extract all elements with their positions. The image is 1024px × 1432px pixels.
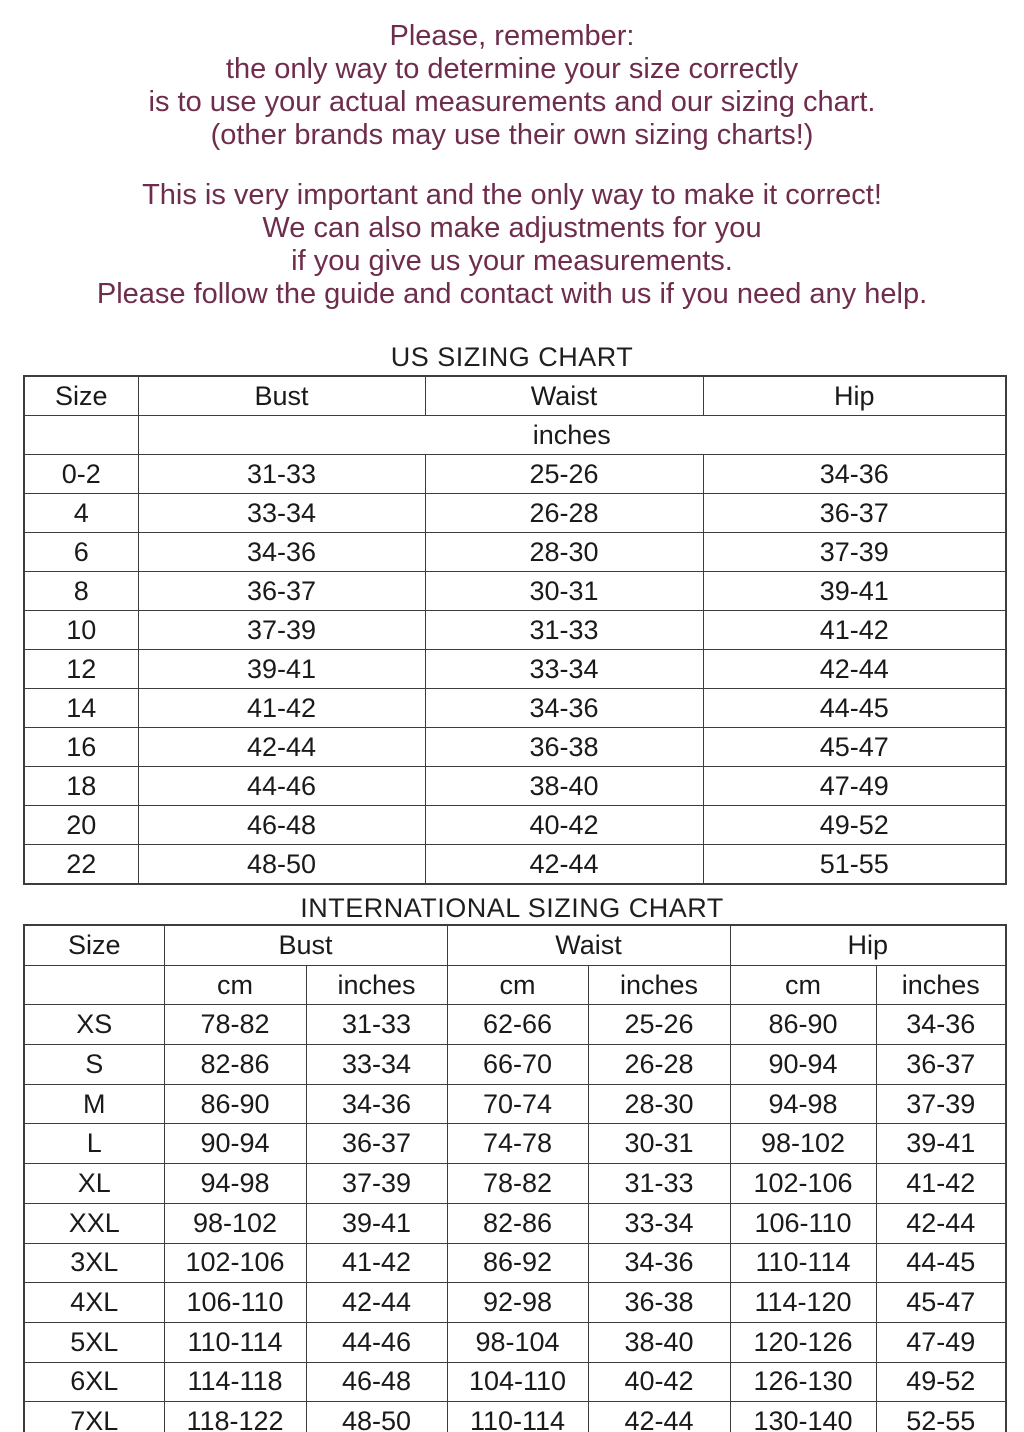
measurement-cell: 36-38	[425, 728, 703, 767]
intl-chart-title: INTERNATIONAL SIZING CHART	[300, 893, 724, 923]
intl-col-header-hip: Hip	[730, 925, 1006, 965]
table-row	[24, 1084, 1006, 1124]
measurement-cell: 86-92	[447, 1243, 588, 1283]
measurement-cell: 46-48	[138, 806, 425, 845]
intl-header-row	[24, 925, 1006, 965]
measurement-cell: 106-110	[164, 1283, 306, 1323]
intro-line-7: if you give us your measurements.	[291, 245, 733, 277]
table-row	[24, 494, 1006, 533]
size-cell: XS	[24, 1005, 164, 1045]
measurement-cell: 37-39	[876, 1084, 1006, 1124]
size-cell: 10	[24, 611, 138, 650]
table-row	[24, 845, 1006, 885]
measurement-cell: 90-94	[164, 1124, 306, 1164]
us-col-header-waist: Waist	[425, 376, 703, 416]
measurement-cell: 39-41	[876, 1124, 1006, 1164]
table-row	[24, 533, 1006, 572]
size-cell: XL	[24, 1164, 164, 1204]
size-cell: 4XL	[24, 1283, 164, 1323]
us-header-row	[24, 376, 1006, 416]
measurement-cell: 110-114	[164, 1322, 306, 1362]
measurement-cell: 70-74	[447, 1084, 588, 1124]
us-col-header-bust: Bust	[138, 376, 425, 416]
measurement-cell: 44-46	[138, 767, 425, 806]
measurement-cell: 30-31	[425, 572, 703, 611]
size-cell: L	[24, 1124, 164, 1164]
measurement-cell: 104-110	[447, 1362, 588, 1402]
measurement-cell: 33-34	[306, 1045, 447, 1085]
intl-col-header-waist: Waist	[447, 925, 730, 965]
measurement-cell: 39-41	[138, 650, 425, 689]
us-col-header-hip: Hip	[703, 376, 1006, 416]
measurement-cell: 130-140	[730, 1402, 876, 1432]
measurement-cell: 46-48	[306, 1362, 447, 1402]
measurement-cell: 48-50	[306, 1402, 447, 1432]
measurement-cell: 26-28	[588, 1045, 730, 1085]
intl-col-header-size: Size	[24, 925, 164, 965]
intro-line-6: We can also make adjustments for you	[262, 212, 762, 244]
measurement-cell: 42-44	[703, 650, 1006, 689]
measurement-cell: 25-26	[588, 1005, 730, 1045]
table-row	[24, 1164, 1006, 1204]
measurement-cell: 45-47	[876, 1283, 1006, 1323]
size-cell: XXL	[24, 1203, 164, 1243]
waist-inches-label: inches	[588, 965, 730, 1005]
measurement-cell: 92-98	[447, 1283, 588, 1323]
measurement-cell: 26-28	[425, 494, 703, 533]
size-cell: 20	[24, 806, 138, 845]
measurement-cell: 38-40	[425, 767, 703, 806]
size-cell: 12	[24, 650, 138, 689]
measurement-cell: 114-118	[164, 1362, 306, 1402]
intro-line-1: Please, remember:	[389, 20, 635, 52]
measurement-cell: 40-42	[425, 806, 703, 845]
measurement-cell: 82-86	[447, 1203, 588, 1243]
intro-spacer	[0, 152, 1024, 179]
table-row	[24, 455, 1006, 494]
measurement-cell: 36-37	[306, 1124, 447, 1164]
bust-cm-label: cm	[164, 965, 306, 1005]
intro-line-8: Please follow the guide and contact with us if you need any help.	[96, 278, 928, 310]
intl-sizing-table	[23, 924, 1007, 1432]
measurement-cell: 34-36	[306, 1084, 447, 1124]
measurement-cell: 106-110	[730, 1203, 876, 1243]
measurement-cell: 28-30	[588, 1084, 730, 1124]
measurement-cell: 47-49	[876, 1322, 1006, 1362]
size-cell: 6	[24, 533, 138, 572]
measurement-cell: 118-122	[164, 1402, 306, 1432]
measurement-cell: 110-114	[447, 1402, 588, 1432]
measurement-cell: 37-39	[703, 533, 1006, 572]
measurement-cell: 42-44	[425, 845, 703, 885]
measurement-cell: 98-102	[164, 1203, 306, 1243]
measurement-cell: 40-42	[588, 1362, 730, 1402]
measurement-cell: 94-98	[164, 1164, 306, 1204]
size-cell: 5XL	[24, 1322, 164, 1362]
measurement-cell: 42-44	[876, 1203, 1006, 1243]
table-row	[24, 1124, 1006, 1164]
measurement-cell: 41-42	[876, 1164, 1006, 1204]
measurement-cell: 37-39	[138, 611, 425, 650]
table-row	[24, 1243, 1006, 1283]
measurement-cell: 45-47	[703, 728, 1006, 767]
measurement-cell: 86-90	[730, 1005, 876, 1045]
measurement-cell: 39-41	[703, 572, 1006, 611]
measurement-cell: 78-82	[164, 1005, 306, 1045]
us-chart-title: US SIZING CHART	[390, 342, 634, 372]
measurement-cell: 38-40	[588, 1322, 730, 1362]
table-row	[24, 1283, 1006, 1323]
measurement-cell: 33-34	[425, 650, 703, 689]
table-row	[24, 728, 1006, 767]
measurement-cell: 42-44	[588, 1402, 730, 1432]
measurement-cell: 86-90	[164, 1084, 306, 1124]
measurement-cell: 39-41	[306, 1203, 447, 1243]
table-row	[24, 767, 1006, 806]
empty-cell	[24, 965, 164, 1005]
measurement-cell: 44-46	[306, 1322, 447, 1362]
measurement-cell: 41-42	[703, 611, 1006, 650]
measurement-cell: 31-33	[138, 455, 425, 494]
measurement-cell: 36-37	[703, 494, 1006, 533]
measurement-cell: 34-36	[703, 455, 1006, 494]
intro-line-3: is to use your actual measurements and our sizing chart.	[148, 86, 876, 118]
measurement-cell: 44-45	[703, 689, 1006, 728]
measurement-cell: 48-50	[138, 845, 425, 885]
measurement-cell: 49-52	[876, 1362, 1006, 1402]
measurement-cell: 41-42	[138, 689, 425, 728]
measurement-cell: 74-78	[447, 1124, 588, 1164]
measurement-cell: 30-31	[588, 1124, 730, 1164]
intro-line-5: This is very important and the only way to make it correct!	[142, 179, 882, 211]
hip-cm-label: cm	[730, 965, 876, 1005]
bust-inches-label: inches	[306, 965, 447, 1005]
measurement-cell: 66-70	[447, 1045, 588, 1085]
measurement-cell: 120-126	[730, 1322, 876, 1362]
hip-inches-label: inches	[876, 965, 1006, 1005]
measurement-cell: 62-66	[447, 1005, 588, 1045]
measurement-cell: 90-94	[730, 1045, 876, 1085]
measurement-cell: 41-42	[306, 1243, 447, 1283]
measurement-cell: 102-106	[164, 1243, 306, 1283]
table-row	[24, 1203, 1006, 1243]
measurement-cell: 36-38	[588, 1283, 730, 1323]
size-cell: 4	[24, 494, 138, 533]
table-row	[24, 1402, 1006, 1432]
measurement-cell: 42-44	[138, 728, 425, 767]
us-col-header-size: Size	[24, 376, 138, 416]
size-cell: S	[24, 1045, 164, 1085]
measurement-cell: 33-34	[588, 1203, 730, 1243]
measurement-cell: 98-104	[447, 1322, 588, 1362]
table-row	[24, 1362, 1006, 1402]
measurement-cell: 36-37	[876, 1045, 1006, 1085]
measurement-cell: 78-82	[447, 1164, 588, 1204]
us-unit-row	[24, 416, 1006, 455]
table-row	[24, 1045, 1006, 1085]
measurement-cell: 82-86	[164, 1045, 306, 1085]
us-sizing-table	[23, 375, 1007, 885]
us-unit-label: inches	[138, 416, 1006, 455]
measurement-cell: 36-37	[138, 572, 425, 611]
measurement-cell: 44-45	[876, 1243, 1006, 1283]
measurement-cell: 126-130	[730, 1362, 876, 1402]
measurement-cell: 98-102	[730, 1124, 876, 1164]
measurement-cell: 52-55	[876, 1402, 1006, 1432]
us-table-body	[24, 455, 1006, 885]
size-cell: 18	[24, 767, 138, 806]
size-cell: 7XL	[24, 1402, 164, 1432]
measurement-cell: 34-36	[138, 533, 425, 572]
measurement-cell: 51-55	[703, 845, 1006, 885]
intl-unit-row	[24, 965, 1006, 1005]
measurement-cell: 37-39	[306, 1164, 447, 1204]
size-cell: 22	[24, 845, 138, 885]
size-cell: 6XL	[24, 1362, 164, 1402]
measurement-cell: 102-106	[730, 1164, 876, 1204]
measurement-cell: 94-98	[730, 1084, 876, 1124]
measurement-cell: 33-34	[138, 494, 425, 533]
measurement-cell: 31-33	[306, 1005, 447, 1045]
table-row	[24, 650, 1006, 689]
measurement-cell: 34-36	[588, 1243, 730, 1283]
size-cell: 8	[24, 572, 138, 611]
empty-cell	[24, 416, 138, 455]
size-cell: 14	[24, 689, 138, 728]
measurement-cell: 110-114	[730, 1243, 876, 1283]
intl-table-body	[24, 1005, 1006, 1432]
measurement-cell: 34-36	[425, 689, 703, 728]
measurement-cell: 47-49	[703, 767, 1006, 806]
size-cell: 16	[24, 728, 138, 767]
measurement-cell: 49-52	[703, 806, 1006, 845]
size-cell: 0-2	[24, 455, 138, 494]
measurement-cell: 25-26	[425, 455, 703, 494]
intro-line-2: the only way to determine your size correctly	[225, 53, 799, 85]
size-cell: 3XL	[24, 1243, 164, 1283]
table-row	[24, 1322, 1006, 1362]
measurement-cell: 34-36	[876, 1005, 1006, 1045]
measurement-cell: 42-44	[306, 1283, 447, 1323]
intro-text	[0, 0, 1024, 311]
table-row	[24, 689, 1006, 728]
intro-line-4: (other brands may use their own sizing charts!)	[210, 119, 814, 151]
measurement-cell: 31-33	[425, 611, 703, 650]
table-row	[24, 572, 1006, 611]
intl-col-header-bust: Bust	[164, 925, 447, 965]
size-cell: M	[24, 1084, 164, 1124]
measurement-cell: 31-33	[588, 1164, 730, 1204]
table-row	[24, 1005, 1006, 1045]
measurement-cell: 28-30	[425, 533, 703, 572]
table-row	[24, 806, 1006, 845]
waist-cm-label: cm	[447, 965, 588, 1005]
measurement-cell: 114-120	[730, 1283, 876, 1323]
table-row	[24, 611, 1006, 650]
